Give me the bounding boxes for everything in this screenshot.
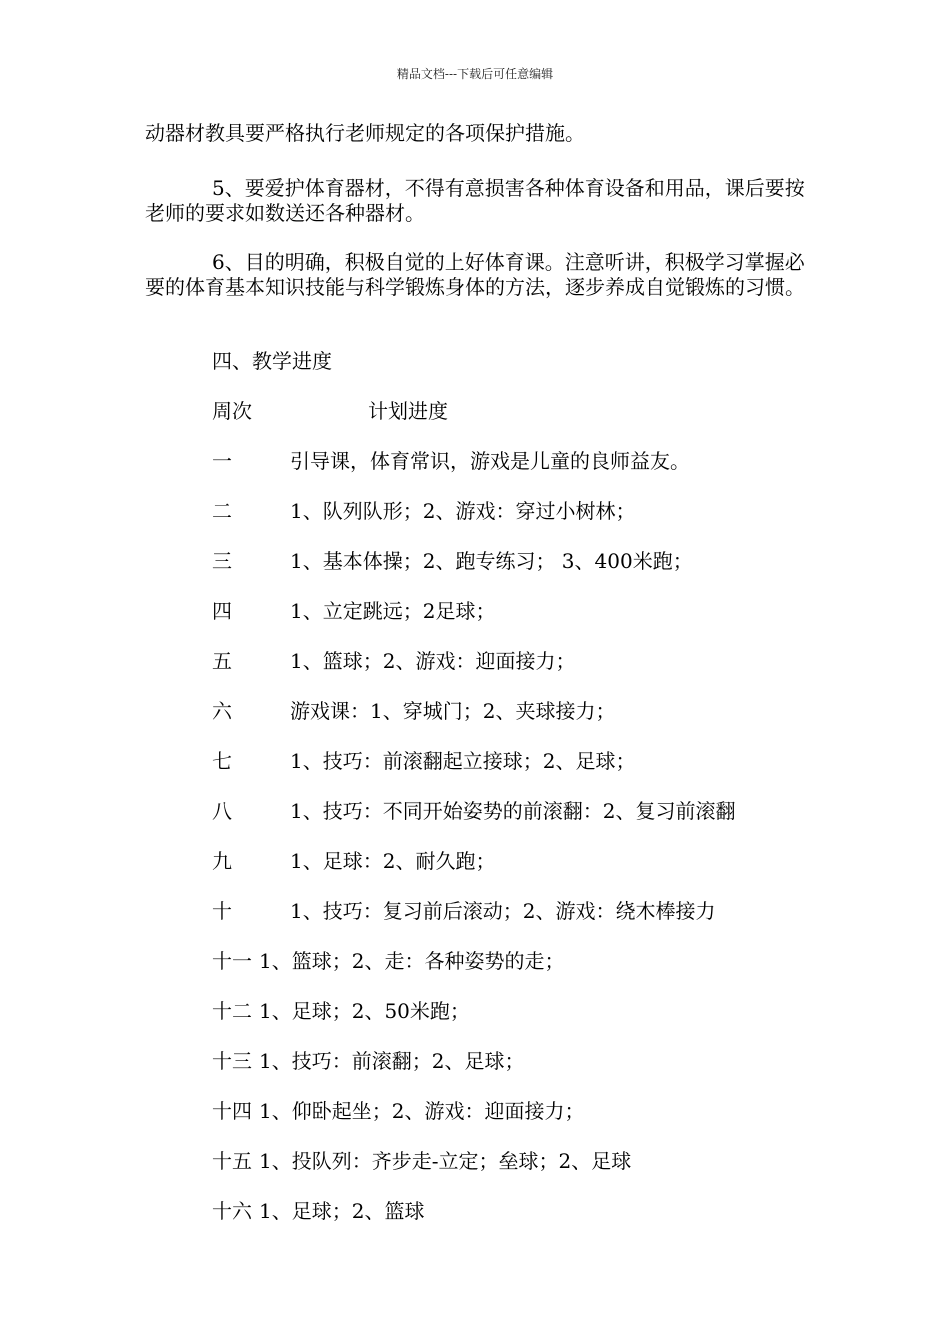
table-row	[212, 1199, 425, 1224]
paragraph-item-6: 6、目的明确，积极自觉的上好体育课。注意听讲，积极学习掌握必要的体育基本知识技能与科学锻炼身体的方法，逐步养成自觉锻炼的习惯。	[145, 250, 805, 299]
plan-cell: 1、基本体操；2、跑专练习； 3、400米跑；	[290, 549, 693, 573]
plan-cell: 1、足球：2、耐久跑；	[290, 849, 496, 873]
plan-cell: 1、篮球；2、走：各种姿势的走；	[259, 949, 565, 973]
table-row	[212, 599, 496, 624]
table-row	[212, 649, 576, 674]
table-row	[212, 449, 690, 474]
week-cell: 二	[212, 499, 232, 523]
week-cell: 十六	[212, 1199, 252, 1223]
week-cell: 十五	[212, 1149, 252, 1173]
table-row	[212, 549, 693, 574]
week-cell: 四	[212, 599, 232, 623]
week-cell: 七	[212, 749, 232, 773]
plan-cell: 1、足球；2、篮球	[259, 1199, 425, 1223]
plan-cell: 1、投队列：齐步走-立定；垒球；2、足球	[259, 1149, 632, 1173]
table-row	[212, 899, 716, 924]
table-header-plan: 计划进度	[368, 399, 448, 423]
plan-cell: 1、队列队形；2、游戏：穿过小树林；	[290, 499, 636, 523]
week-cell: 八	[212, 799, 232, 823]
paragraph-equipment-safety: 动器材教具要严格执行老师规定的各项保护措施。	[145, 121, 585, 145]
week-cell: 十四	[212, 1099, 252, 1123]
table-header-week: 周次	[212, 399, 252, 423]
table-header-row	[212, 399, 448, 424]
week-cell: 十三	[212, 1049, 252, 1073]
table-row	[212, 1149, 632, 1174]
plan-cell: 1、足球；2、50米跑；	[259, 999, 470, 1023]
table-row	[212, 999, 470, 1024]
plan-cell: 1、技巧：前滚翻起立接球；2、足球；	[290, 749, 636, 773]
week-cell: 九	[212, 849, 232, 873]
week-cell: 三	[212, 549, 232, 573]
table-row	[212, 699, 616, 724]
table-row	[212, 949, 565, 974]
plan-cell: 1、立定跳远；2足球；	[290, 599, 496, 623]
plan-cell: 1、篮球；2、游戏：迎面接力；	[290, 649, 576, 673]
table-row	[212, 499, 636, 524]
table-row	[212, 1099, 585, 1124]
week-cell: 一	[212, 449, 232, 473]
week-cell: 十一	[212, 949, 252, 973]
week-cell: 六	[212, 699, 232, 723]
plan-cell: 1、仰卧起坐；2、游戏：迎面接力；	[259, 1099, 585, 1123]
plan-cell: 游戏课：1、穿城门；2、夹球接力；	[290, 699, 616, 723]
table-row	[212, 1049, 525, 1074]
page-header: 精品文档---下载后可任意编辑	[396, 67, 554, 81]
table-row	[212, 749, 636, 774]
week-cell: 五	[212, 649, 232, 673]
week-cell: 十	[212, 899, 232, 923]
table-row	[212, 799, 736, 824]
paragraph-item-5: 5、要爱护体育器材，不得有意损害各种体育设备和用品，课后要按老师的要求如数送还各种器材。	[145, 176, 805, 225]
plan-cell: 1、技巧：复习前后滚动；2、游戏：绕木棒接力	[290, 899, 716, 923]
table-row	[212, 849, 496, 874]
section-title: 四、教学进度	[212, 349, 332, 373]
plan-cell: 1、技巧：前滚翻；2、足球；	[259, 1049, 525, 1073]
plan-cell: 引导课，体育常识，游戏是儿童的良师益友。	[290, 449, 690, 473]
plan-cell: 1、技巧：不同开始姿势的前滚翻：2、复习前滚翻	[290, 799, 736, 823]
week-cell: 十二	[212, 999, 252, 1023]
